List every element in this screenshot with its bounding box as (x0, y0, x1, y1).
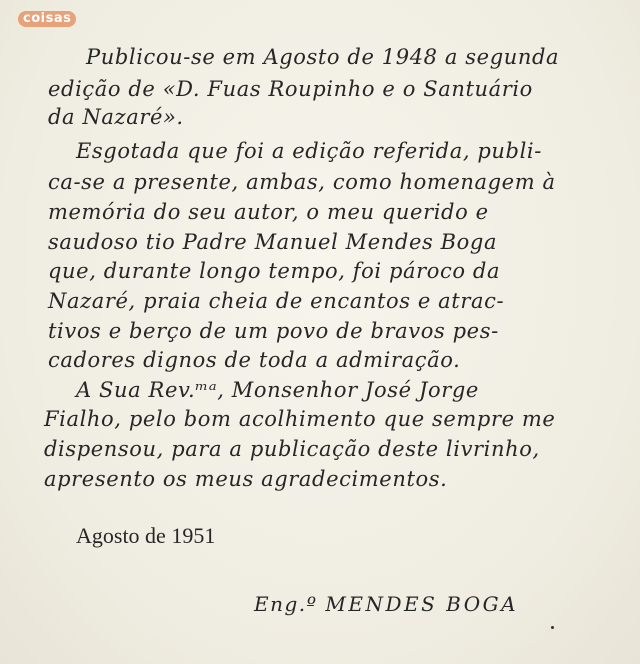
text-line: edição de «D. Fuas Roupinho e o Santuário (48, 77, 533, 101)
text-line: da Nazaré». (48, 105, 184, 129)
text-line: dispensou, para a publicação deste livrinho, (44, 437, 540, 461)
text-line: que, durante longo tempo, foi pároco da (48, 259, 501, 283)
text-line: ca-se a presente, ambas, como homenagem à (48, 170, 556, 194)
text-line: saudoso tio Padre Manuel Mendes Boga (48, 230, 498, 254)
signature-title: Eng.º (254, 592, 318, 616)
text-line: Nazaré, praia cheia de encantos e atrac- (48, 289, 505, 313)
signature (254, 591, 518, 617)
text-line: Esgotada que foi a edição referida, publi- (76, 139, 542, 163)
text-line: Fialho, pelo bom acolhimento que sempre me (44, 407, 556, 431)
date-line: Agosto de 1951 (76, 523, 216, 548)
text-line: A Sua Rev.ᵐᵃ, Monsenhor José Jorge (76, 378, 479, 402)
signature-name: MENDES BOGA (325, 592, 519, 616)
text-line: memória do seu autor, o meu querido e (48, 200, 489, 224)
text-line: tivos e berço de um povo de bravos pes- (48, 319, 499, 343)
text-line: cadores dignos de toda a admiração. (48, 348, 461, 372)
watermark-logo: coisas (18, 11, 76, 27)
text-line: apresento os meus agradecimentos. (44, 467, 448, 491)
ink-speck (551, 626, 554, 629)
text-line: Publicou-se em Agosto de 1948 a segunda (86, 45, 560, 69)
